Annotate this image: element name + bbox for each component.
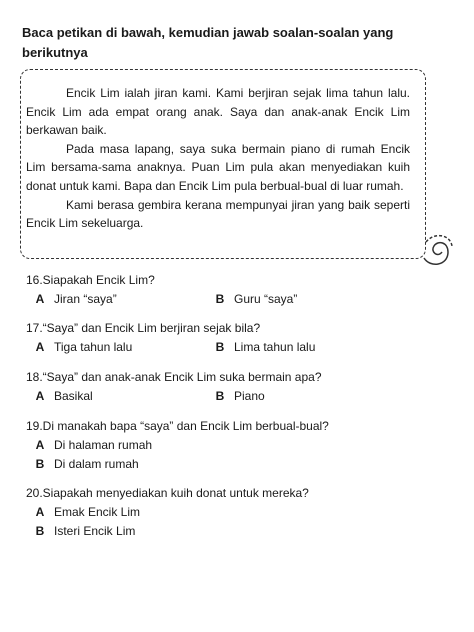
question-text: 17.“Saya” dan Encik Lim berjiran sejak bila? — [26, 321, 261, 335]
option-b — [206, 291, 386, 307]
option-b — [26, 456, 446, 472]
option-letter: A — [35, 340, 45, 354]
option-letter: B — [215, 292, 225, 306]
option-letter: B — [35, 457, 45, 471]
option-text: Di dalam rumah — [54, 457, 139, 471]
question-text: 19.Di manakah bapa “saya” dan Encik Lim berbual-bual? — [26, 419, 329, 433]
option-letter: A — [35, 438, 45, 452]
instruction-heading: Baca petikan di bawah, kemudian jawab soalan-soalan yang berikutnya — [22, 25, 394, 60]
option-text: Lima tahun lalu — [234, 340, 316, 354]
question-18 — [26, 369, 446, 404]
option-letter: A — [35, 505, 45, 519]
option-a — [26, 388, 206, 404]
option-b — [206, 388, 386, 404]
option-letter: A — [35, 292, 45, 306]
option-b — [206, 339, 386, 355]
option-text: Emak Encik Lim — [54, 505, 141, 519]
option-letter: A — [35, 389, 45, 403]
option-text: Guru “saya” — [234, 292, 298, 306]
option-text: Di halaman rumah — [54, 438, 153, 452]
option-letter: B — [215, 340, 225, 354]
passage-paragraph-2: Pada masa lapang, saya suka bermain piano di rumah Encik Lim bersama-sama anaknya. Puan Lim pula akan menyediakan kuih donat untuk kami. Bapa dan Encik Lim pula berbual-bual di luar rumah. — [26, 141, 410, 193]
question-19 — [26, 418, 446, 472]
option-a — [26, 504, 446, 520]
question-20 — [26, 485, 446, 539]
question-16 — [26, 272, 446, 307]
option-text: Basikal — [54, 389, 93, 403]
option-b — [26, 523, 446, 539]
passage-paragraph-3: Kami berasa gembira kerana mempunyai jiran yang baik seperti Encik Lim sekeluarga. — [26, 197, 410, 231]
passage — [26, 84, 410, 233]
option-letter: B — [215, 389, 225, 403]
option-text: Piano — [234, 389, 265, 403]
option-text: Isteri Encik Lim — [54, 524, 136, 538]
question-text: 18.“Saya” dan anak-anak Encik Lim suka bermain apa? — [26, 370, 322, 384]
option-a — [26, 339, 206, 355]
option-a — [26, 291, 206, 307]
question-text: 20.Siapakah menyediakan kuih donat untuk mereka? — [26, 486, 309, 500]
option-text: Tiga tahun lalu — [54, 340, 133, 354]
page-curl-icon — [420, 228, 454, 268]
option-a — [26, 437, 446, 453]
option-text: Jiran “saya” — [54, 292, 117, 306]
question-17 — [26, 320, 446, 355]
question-text: 16.Siapakah Encik Lim? — [26, 273, 155, 287]
option-letter: B — [35, 524, 45, 538]
passage-paragraph-1: Encik Lim ialah jiran kami. Kami berjiran sejak lima tahun lalu. Encik Lim ada empat orang anak. Saya dan anak-anak Encik Lim berkawan baik. — [26, 86, 410, 138]
